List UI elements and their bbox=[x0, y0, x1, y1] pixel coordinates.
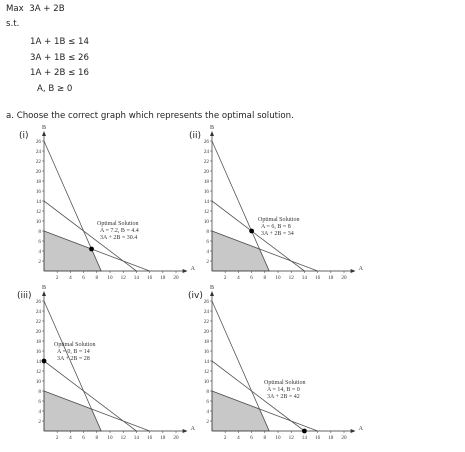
x-tick-label: 20 bbox=[173, 275, 179, 281]
y-tick-label: 24 bbox=[35, 309, 41, 315]
constraint-2: 3A + 1B ≤ 26 bbox=[30, 53, 89, 63]
y-axis-arrow bbox=[42, 291, 46, 296]
x-tick-label: 8 bbox=[263, 275, 267, 281]
x-tick-label: 4 bbox=[237, 435, 240, 441]
y-tick-label: 18 bbox=[203, 339, 209, 345]
y-tick-label: 10 bbox=[35, 379, 41, 385]
y-tick-label: 22 bbox=[35, 319, 41, 325]
constraint-3: 1A + 2B ≤ 16 bbox=[30, 68, 89, 78]
x-tick-label: 18 bbox=[160, 275, 166, 281]
y-tick-label: 2 bbox=[206, 419, 209, 425]
optimal-solution-text: A = 14, B = 0 bbox=[267, 387, 300, 393]
y-tick-label: 14 bbox=[203, 359, 209, 365]
graph-label-iv[interactable]: (iv) bbox=[188, 291, 203, 301]
y-tick-label: 18 bbox=[35, 179, 41, 185]
y-tick-label: 16 bbox=[35, 349, 41, 355]
y-tick-label: 12 bbox=[203, 209, 209, 215]
x-tick-label: 16 bbox=[147, 435, 153, 441]
y-tick-label: 14 bbox=[35, 199, 41, 205]
y-tick-label: 18 bbox=[35, 339, 41, 345]
graph-3 bbox=[36, 285, 196, 441]
x-tick-label: 2 bbox=[223, 435, 227, 441]
x-tick-label: 14 bbox=[133, 275, 139, 281]
subject-to-text: s.t. bbox=[6, 19, 20, 29]
optimal-solution-text: A = 6, B = 8 bbox=[261, 224, 291, 230]
x-axis-arrow bbox=[351, 429, 356, 433]
y-tick-label: 20 bbox=[35, 169, 41, 175]
x-tick-label: 8 bbox=[95, 435, 99, 441]
optimal-solution-text: 3A + 2B = 42 bbox=[267, 394, 300, 400]
x-axis-label: A bbox=[190, 266, 195, 272]
graph-label-ii[interactable]: (ii) bbox=[189, 131, 202, 141]
x-tick-label: 12 bbox=[120, 275, 126, 281]
y-tick-label: 12 bbox=[35, 209, 41, 215]
x-tick-label: 6 bbox=[82, 275, 85, 281]
optimal-solution-text: A = 7.2, B = 4.4 bbox=[100, 228, 139, 234]
optimal-solution-text: 3A + 2B = 30.4 bbox=[100, 235, 138, 241]
x-tick-label: 16 bbox=[315, 435, 321, 441]
y-tick-label: 20 bbox=[203, 169, 209, 175]
x-tick-label: 8 bbox=[263, 435, 267, 441]
x-axis-label: A bbox=[190, 426, 195, 432]
y-tick-label: 2 bbox=[38, 419, 41, 425]
optimal-point bbox=[42, 359, 47, 364]
constraint-1: 1A + 1B ≤ 14 bbox=[30, 37, 89, 47]
y-tick-label: 12 bbox=[35, 369, 41, 375]
y-tick-label: 4 bbox=[38, 249, 41, 255]
x-tick-label: 10 bbox=[107, 435, 113, 441]
y-tick-label: 10 bbox=[203, 379, 209, 385]
y-tick-label: 2 bbox=[38, 259, 41, 265]
graph-4 bbox=[204, 285, 364, 441]
x-tick-label: 14 bbox=[301, 435, 307, 441]
y-tick-label: 6 bbox=[206, 399, 209, 405]
optimal-solution-text: Optimal Solution bbox=[97, 221, 139, 227]
x-tick-label: 16 bbox=[147, 275, 153, 281]
x-tick-label: 18 bbox=[328, 275, 334, 281]
optimal-solution-text: Optimal Solution bbox=[258, 217, 300, 223]
y-tick-label: 14 bbox=[203, 199, 209, 205]
y-tick-label: 26 bbox=[35, 299, 41, 305]
graph-1 bbox=[36, 125, 196, 281]
x-axis-label: A bbox=[358, 426, 363, 432]
x-tick-label: 10 bbox=[107, 275, 113, 281]
x-tick-label: 20 bbox=[341, 435, 347, 441]
y-tick-label: 8 bbox=[206, 229, 209, 235]
constraint-4: A, B ≥ 0 bbox=[37, 84, 73, 94]
y-tick-label: 10 bbox=[203, 219, 209, 225]
x-tick-label: 6 bbox=[250, 435, 253, 441]
x-tick-label: 4 bbox=[69, 435, 72, 441]
y-tick-label: 4 bbox=[206, 249, 209, 255]
x-tick-label: 2 bbox=[55, 275, 59, 281]
y-tick-label: 24 bbox=[203, 309, 209, 315]
graph-label-i[interactable]: (i) bbox=[19, 131, 29, 141]
y-tick-label: 6 bbox=[38, 399, 41, 405]
y-tick-label: 22 bbox=[35, 159, 41, 165]
y-tick-label: 26 bbox=[35, 139, 41, 145]
y-axis-arrow bbox=[210, 131, 214, 136]
y-tick-label: 20 bbox=[35, 329, 41, 335]
optimal-solution-text: A = 0, B = 14 bbox=[57, 349, 90, 355]
y-axis-label: B bbox=[210, 125, 215, 131]
optimal-solution-text: Optimal Solution bbox=[54, 342, 96, 348]
y-tick-label: 10 bbox=[35, 219, 41, 225]
y-tick-label: 14 bbox=[35, 359, 41, 365]
x-tick-label: 4 bbox=[69, 275, 72, 281]
y-tick-label: 22 bbox=[203, 159, 209, 165]
y-tick-label: 20 bbox=[203, 329, 209, 335]
y-tick-label: 18 bbox=[203, 179, 209, 185]
question-text: a. Choose the correct graph which represents the optimal solution. bbox=[6, 111, 294, 121]
x-tick-label: 14 bbox=[301, 275, 307, 281]
x-tick-label: 2 bbox=[55, 435, 59, 441]
y-axis-label: B bbox=[42, 285, 47, 291]
y-tick-label: 2 bbox=[206, 259, 209, 265]
y-tick-label: 16 bbox=[35, 189, 41, 195]
x-tick-label: 12 bbox=[288, 275, 294, 281]
optimal-point bbox=[302, 429, 307, 434]
optimal-solution-text: 3A + 2B = 34 bbox=[261, 231, 294, 237]
y-tick-label: 6 bbox=[38, 239, 41, 245]
x-tick-label: 8 bbox=[95, 275, 99, 281]
x-tick-label: 2 bbox=[223, 275, 227, 281]
optimal-solution-text: Optimal Solution bbox=[264, 380, 306, 386]
optimal-solution-text: 3A + 2B = 28 bbox=[57, 356, 90, 362]
y-tick-label: 26 bbox=[203, 299, 209, 305]
y-axis-arrow bbox=[210, 291, 214, 296]
x-tick-label: 12 bbox=[120, 435, 126, 441]
x-tick-label: 10 bbox=[275, 435, 281, 441]
x-tick-label: 20 bbox=[173, 435, 179, 441]
y-axis-label: B bbox=[42, 125, 47, 131]
y-tick-label: 12 bbox=[203, 369, 209, 375]
x-axis-label: A bbox=[358, 266, 363, 272]
graph-2 bbox=[204, 125, 364, 281]
y-axis-arrow bbox=[42, 131, 46, 136]
y-tick-label: 24 bbox=[35, 149, 41, 155]
x-tick-label: 18 bbox=[160, 435, 166, 441]
y-tick-label: 22 bbox=[203, 319, 209, 325]
y-tick-label: 6 bbox=[206, 239, 209, 245]
y-tick-label: 16 bbox=[203, 349, 209, 355]
y-axis-label: B bbox=[210, 285, 215, 291]
x-tick-label: 6 bbox=[250, 275, 253, 281]
x-axis-arrow bbox=[351, 269, 356, 273]
x-tick-label: 20 bbox=[341, 275, 347, 281]
x-tick-label: 16 bbox=[315, 275, 321, 281]
optimal-point bbox=[89, 247, 94, 252]
y-tick-label: 4 bbox=[206, 409, 209, 415]
graph-label-iii[interactable]: (iii) bbox=[17, 291, 32, 301]
y-tick-label: 24 bbox=[203, 149, 209, 155]
x-tick-label: 4 bbox=[237, 275, 240, 281]
x-tick-label: 6 bbox=[82, 435, 85, 441]
y-tick-label: 8 bbox=[206, 389, 209, 395]
x-axis-arrow bbox=[183, 429, 188, 433]
x-tick-label: 14 bbox=[133, 435, 139, 441]
y-tick-label: 8 bbox=[38, 229, 41, 235]
y-tick-label: 4 bbox=[38, 409, 41, 415]
objective-text: Max 3A + 2B bbox=[6, 4, 65, 14]
x-tick-label: 12 bbox=[288, 435, 294, 441]
y-tick-label: 26 bbox=[203, 139, 209, 145]
y-tick-label: 8 bbox=[38, 389, 41, 395]
y-tick-label: 16 bbox=[203, 189, 209, 195]
optimal-point bbox=[249, 229, 254, 234]
x-tick-label: 10 bbox=[275, 275, 281, 281]
x-tick-label: 18 bbox=[328, 435, 334, 441]
x-axis-arrow bbox=[183, 269, 188, 273]
